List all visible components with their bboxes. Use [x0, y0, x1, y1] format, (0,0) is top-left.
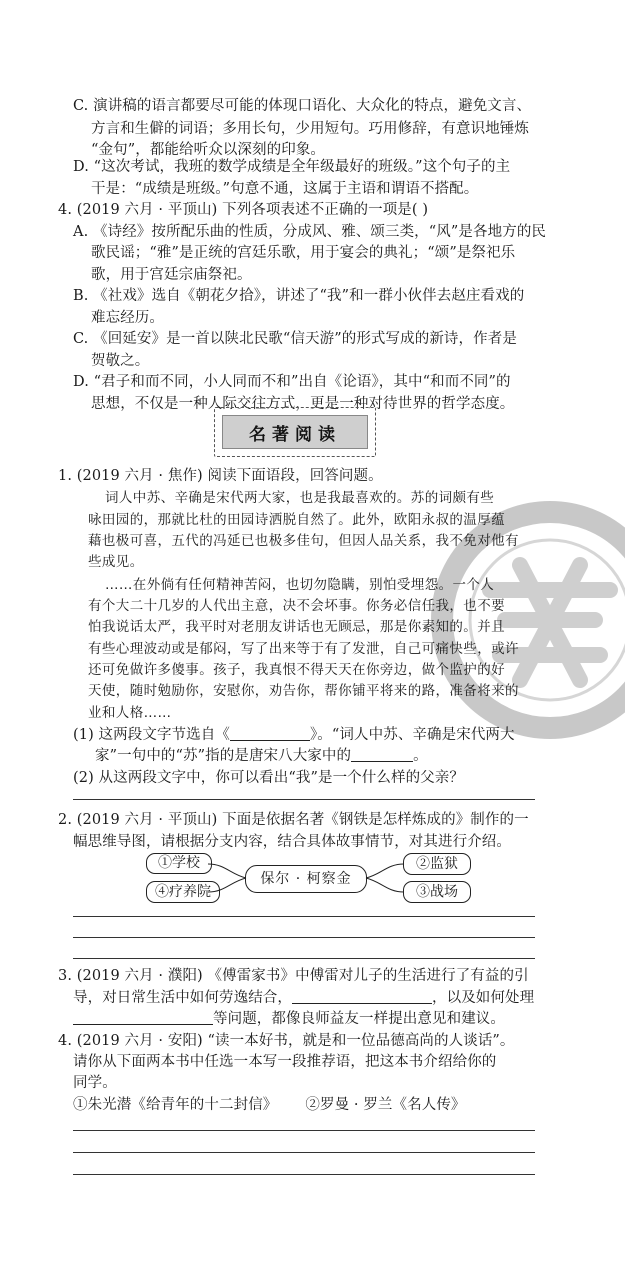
r4-line2: 请你从下面两本书中任选一本写一段推荐语，把这本书介绍给你的 — [73, 1054, 497, 1070]
q4-option-b-line2: 难忘经历。 — [91, 310, 164, 326]
r4-option-1: ①朱光潜《给青年的十二封信》 — [73, 1097, 278, 1113]
r1-p2-line7: 业和人格…… — [88, 705, 172, 721]
q4-option-b-line1: B. 《社戏》选自《朝花夕拾》，讲述了“我”和一群小伙伴去赵庄看戏的 — [73, 288, 525, 304]
mindmap-center-pavel: 保尔 · 柯察金 — [245, 865, 367, 893]
r1-p1-line3: 藉也极可喜，五代的冯延已也极多佳句，但因人品关系，我不免对他有 — [88, 533, 519, 549]
option-c-line3: “金句”，都能给听众以深刻的印象。 — [91, 142, 326, 158]
r2-stem-line1: 2. (2019 六月 · 平顶山) 下面是依据名著《钢铁是怎样炼成的》制作的一 — [58, 812, 529, 828]
q4-option-d-line2: 思想，不仅是一种人际交往方式，更是一种对待世界的哲学态度。 — [91, 396, 515, 412]
section-title-frame — [214, 407, 376, 457]
book-title-blank[interactable] — [230, 726, 310, 741]
r1-sub1-line1 — [73, 725, 515, 745]
r3-blank-1[interactable] — [292, 989, 432, 1004]
r1-p2-line6: 天使，随时勉励你，安慰你，劝告你，帮你铺平将来的路，准备将来的 — [88, 683, 519, 699]
option-d-line1: D. “这次考试，我班的数学成绩是全年级最好的班级。”这个句子的主 — [73, 159, 511, 175]
mindmap-branch-battlefield: ③战场 — [403, 881, 471, 903]
q4-option-a-line1: A. 《诗经》按所配乐曲的性质，分成风、雅、颂三类，“风”是各地方的民 — [73, 224, 547, 240]
q4-option-c-line1: C. 《回延安》是一首以陕北民歌“信天游”的形式写成的新诗，作者是 — [73, 331, 517, 347]
su-name-blank[interactable] — [351, 747, 413, 762]
answer-line[interactable] — [73, 1174, 535, 1175]
r1-p1-line4: 些成见。 — [88, 554, 144, 570]
r1-p2-line5: 还可免做许多傻事。孩子，我真恨不得天天在你旁边，做个监护的好 — [88, 662, 505, 678]
r4-option-2: ②罗曼 · 罗兰《名人传》 — [305, 1097, 466, 1113]
r3-text-c: 等问题，都像良师益友一样提出意见和建议。 — [213, 1011, 505, 1027]
mindmap-branch-school: ①学校 — [146, 853, 212, 874]
r3-line3 — [73, 1009, 505, 1029]
r1-sub1-text-d: 。 — [413, 748, 428, 764]
r3-line1: 3. (2019 六月 · 濮阳) 《傅雷家书》中傅雷对儿子的生活进行了有益的引 — [58, 968, 529, 984]
answer-line[interactable] — [73, 1152, 535, 1153]
q4-option-c-line2: 贺敬之。 — [91, 353, 150, 369]
r4-options — [73, 1095, 466, 1115]
mindmap-branch-sanatorium: ④疗养院 — [146, 881, 220, 903]
r1-p2-line1: ……在外倘有任何精神苦闷，也切勿隐瞒，别怕受埋怨。一个人 — [105, 577, 495, 593]
r2-stem-line2: 幅思维导图，请根据分支内容，结合具体故事情节，对其进行介绍。 — [73, 834, 511, 850]
r1-sub1-line2 — [95, 746, 428, 766]
q4-option-a-line2: 歌民谣；“雅”是正统的宫廷乐歌，用于宴会的典礼；“颂”是祭祀乐 — [91, 245, 516, 261]
r1-stem: 1. (2019 六月 · 焦作) 阅读下面语段，回答问题。 — [58, 468, 383, 484]
r3-text-b: ，以及如何处理 — [432, 990, 535, 1006]
r4-line3: 同学。 — [73, 1075, 117, 1091]
r1-sub1-text-c: 家”一句中的“苏”指的是唐宋八大家中的 — [95, 748, 352, 764]
q4-option-a-line3: 歌，用于宫廷宗庙祭祀。 — [91, 267, 252, 283]
r1-p2-line4: 有些心理波动或是郁闷，写了出来等于有了发泄，自己可痛快些，或许 — [88, 641, 519, 657]
r3-blank-2[interactable] — [73, 1010, 213, 1025]
r1-sub1-text-a: (1) 这两段文字节选自《 — [73, 727, 230, 743]
option-d-line2: 干是：“成绩是班级。”句意不通，这属于主语和谓语不搭配。 — [91, 181, 479, 197]
answer-line[interactable] — [73, 916, 535, 917]
r1-sub1-text-b: 》。“词人中苏、辛确是宋代两大 — [309, 727, 515, 743]
answer-line[interactable] — [73, 799, 535, 800]
answer-line[interactable] — [73, 958, 535, 959]
mindmap-branch-prison: ②监狱 — [403, 853, 471, 875]
r1-p2-line3: 怕我说话太严，我平时对老朋友讲话也无顾忌，那是你素知的。并且 — [88, 619, 505, 635]
q4-stem: 4. (2019 六月 · 平顶山) 下列各项表述不正确的一项是( ) — [58, 202, 429, 218]
r3-line2 — [73, 988, 534, 1008]
option-c-line1: C. 演讲稿的语言都要尽可能的体现口语化、大众化的特点，避免文言、 — [73, 98, 532, 114]
q4-option-d-line1: D. “君子和而不同，小人同而不和”出自《论语》，其中“和而不同”的 — [73, 374, 511, 390]
r4-line1: 4. (2019 六月 · 安阳) “读一本好书，就是和一位品德高尚的人谈话”。 — [58, 1033, 515, 1049]
answer-line[interactable] — [73, 937, 535, 938]
section-title: 名著阅读 — [222, 415, 368, 449]
r1-p2-line2: 有个大二十几岁的人代出主意，决不会坏事。你务必信任我，也不要 — [88, 598, 505, 614]
r1-sub2: (2) 从这两段文字中，你可以看出“我”是一个什么样的父亲？ — [73, 770, 464, 786]
r3-text-a: 导，对日常生活中如何劳逸结合， — [73, 990, 292, 1006]
option-c-line2: 方言和生僻的词语；多用长句，少用短句。巧用修辞，有意识地锤炼 — [91, 121, 529, 137]
answer-line[interactable] — [73, 1130, 535, 1131]
r1-p1-line1: 词人中苏、辛确是宋代两大家，也是我最喜欢的。苏的词颇有些 — [105, 490, 495, 506]
r1-p1-line2: 咏田园的，那就比杜的田园诗洒脱自然了。此外，欧阳永叔的温厚蕴 — [88, 512, 505, 528]
